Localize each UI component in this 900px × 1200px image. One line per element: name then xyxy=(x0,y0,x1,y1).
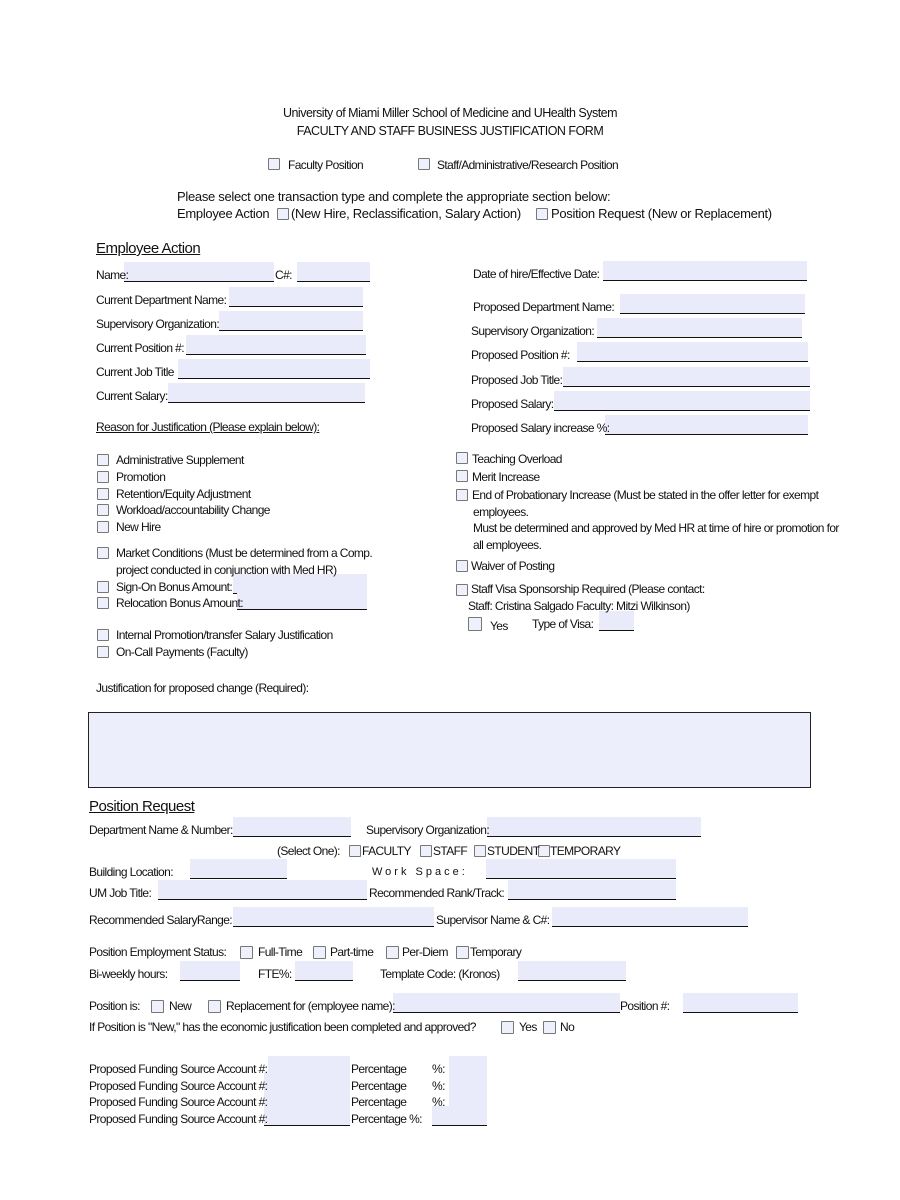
econ-no-label: No xyxy=(560,1020,575,1034)
biweekly-hours-label: Bi-weekly hours: xyxy=(89,967,168,981)
replacement-label: Replacement for (employee name): xyxy=(226,999,395,1013)
reason-label: End of Probationary Increase (Must be stated in the offer letter for exempt xyxy=(472,488,819,502)
staff-position-checkbox[interactable] xyxy=(418,158,430,170)
staff-type-checkbox[interactable] xyxy=(420,845,432,857)
rank-track-field[interactable] xyxy=(508,880,676,900)
supervisor-field[interactable] xyxy=(552,907,748,927)
instructions-text: Please select one transaction type and complete the appropriate section below: xyxy=(177,189,611,204)
salary-range-label: Recommended SalaryRange: xyxy=(89,913,233,927)
employee-action-option-label: Employee Action xyxy=(177,206,270,221)
position-number-field[interactable] xyxy=(683,993,798,1013)
proposed-sup-org-label: Supervisory Organization: xyxy=(471,324,595,338)
reason-heading: Reason for Justification (Please explain below): xyxy=(96,420,320,434)
salary-range-field[interactable] xyxy=(233,907,434,927)
reason-label: Sign-On Bonus Amount: xyxy=(116,580,233,594)
proposed-job-title-label: Proposed Job Title: xyxy=(471,373,563,387)
date-hire-label: Date of hire/Effective Date: xyxy=(473,267,600,281)
position-request-heading: Position Request xyxy=(89,798,195,815)
proposed-increase-label: Proposed Salary increase %: xyxy=(471,421,610,435)
proposed-salary-label: Proposed Salary: xyxy=(471,397,554,411)
reason-label: Staff Visa Sponsorship Required (Please contact: xyxy=(471,582,705,596)
form-title: FACULTY AND STAFF BUSINESS JUSTIFICATION FORM xyxy=(296,124,604,138)
percent-sign: %: xyxy=(432,1062,445,1076)
student-type-checkbox[interactable] xyxy=(474,845,486,857)
proposed-sup-org-field[interactable] xyxy=(597,318,802,338)
new-position-checkbox[interactable] xyxy=(151,1000,164,1013)
percent-sign: %: xyxy=(432,1079,445,1093)
full-time-label: Full-Time xyxy=(258,945,303,959)
reason-checkbox[interactable] xyxy=(97,629,109,641)
position-request-option-label: Position Request (New or Replacement) xyxy=(551,206,772,221)
percent-sign: %: xyxy=(432,1095,445,1109)
justification-textarea[interactable] xyxy=(88,712,811,788)
percentage-label: Percentage %: xyxy=(351,1112,422,1126)
current-job-title-field[interactable] xyxy=(178,359,370,379)
employment-status-label: Position Employment Status: xyxy=(89,945,227,959)
work-space-label: Work Space: xyxy=(372,866,468,878)
proposed-dept-field[interactable] xyxy=(620,294,805,314)
percentage-label: Percentage xyxy=(351,1079,407,1093)
reason-checkbox[interactable] xyxy=(456,452,468,464)
new-position-label: New xyxy=(169,999,192,1013)
rank-track-label: Recommended Rank/Track: xyxy=(369,886,505,900)
dept-number-label: Department Name & Number: xyxy=(89,823,233,837)
replacement-name-field[interactable] xyxy=(393,993,620,1013)
employee-action-desc: (New Hire, Reclassification, Salary Action) xyxy=(291,206,521,221)
reason-label: Waiver of Posting xyxy=(471,559,555,573)
reason-checkbox[interactable] xyxy=(97,521,109,533)
proposed-job-title-field[interactable] xyxy=(563,367,810,387)
funding-source-label: Proposed Funding Source Account #: xyxy=(89,1112,268,1126)
um-job-title-field[interactable] xyxy=(158,880,367,900)
name-label: Name: xyxy=(96,268,129,282)
current-job-title-label: Current Job Title xyxy=(96,365,174,379)
econ-justification-question: If Position is "New," has the economic justification been completed and approved? xyxy=(89,1020,476,1034)
proposed-dept-label: Proposed Department Name: xyxy=(473,300,615,314)
c-number-label: C#: xyxy=(275,268,292,282)
c-number-field[interactable] xyxy=(297,262,370,282)
select-one-label: (Select One): xyxy=(277,844,340,858)
reason-checkbox[interactable] xyxy=(456,470,468,482)
position-request-checkbox[interactable] xyxy=(536,208,548,220)
current-dept-label: Current Department Name: xyxy=(96,293,227,307)
reason-label: Teaching Overload xyxy=(472,452,562,466)
institution-title: University of Miami Miller School of Medicine and UHealth System xyxy=(282,106,618,120)
percentage-field[interactable] xyxy=(432,1106,487,1126)
fte-label: FTE%: xyxy=(258,967,292,981)
part-time-label: Part-time xyxy=(330,945,374,959)
per-diem-label: Per-Diem xyxy=(402,945,448,959)
visa-type-label: Type of Visa: xyxy=(532,617,594,631)
proposed-position-field[interactable] xyxy=(577,342,808,362)
reason-label: Promotion xyxy=(116,470,166,484)
part-time-checkbox[interactable] xyxy=(313,946,326,959)
temporary-type-label: TEMPORARY xyxy=(550,844,621,858)
work-space-field[interactable] xyxy=(486,859,676,879)
date-hire-field[interactable] xyxy=(603,261,807,281)
relocation-bonus-field[interactable] xyxy=(237,590,367,610)
econ-no-checkbox[interactable] xyxy=(543,1021,556,1034)
reason-checkbox[interactable] xyxy=(456,560,468,572)
funding-source-label: Proposed Funding Source Account #: xyxy=(89,1079,268,1093)
temporary-status-label: Temporary xyxy=(470,945,522,959)
reason-label: Relocation Bonus Amount: xyxy=(116,596,244,610)
visa-contacts: Staff: Cristina Salgado Faculty: Mitzi Wilkinson) xyxy=(468,599,690,613)
reason-checkbox[interactable] xyxy=(97,547,109,559)
dept-number-field[interactable] xyxy=(233,817,351,837)
reason-label: Merit Increase xyxy=(472,470,540,484)
reason-checkbox[interactable] xyxy=(97,597,109,609)
faculty-position-checkbox[interactable] xyxy=(268,158,280,170)
employee-action-checkbox[interactable] xyxy=(277,208,289,220)
percentage-label: Percentage xyxy=(351,1062,407,1076)
pr-sup-org-label: Supervisory Organization: xyxy=(366,823,490,837)
fte-field[interactable] xyxy=(295,961,353,981)
faculty-type-checkbox[interactable] xyxy=(349,845,361,857)
funding-source-field[interactable] xyxy=(264,1106,350,1126)
reason-label: Internal Promotion/transfer Salary Justification xyxy=(116,628,333,642)
reason-checkbox[interactable] xyxy=(456,584,468,596)
current-position-field[interactable] xyxy=(186,335,366,355)
reason-label: Workload/accountability Change xyxy=(116,503,270,517)
current-salary-label: Current Salary: xyxy=(96,389,168,403)
funding-source-label: Proposed Funding Source Account #: xyxy=(89,1062,268,1076)
reason-checkbox[interactable] xyxy=(97,471,109,483)
reason-checkbox[interactable] xyxy=(97,504,109,516)
current-sup-org-field[interactable] xyxy=(219,311,363,331)
funding-source-label: Proposed Funding Source Account #: xyxy=(89,1095,268,1109)
full-time-checkbox[interactable] xyxy=(240,946,253,959)
replacement-checkbox[interactable] xyxy=(208,1000,221,1013)
template-code-label: Template Code: (Kronos) xyxy=(380,967,500,981)
um-job-title-label: UM Job Title: xyxy=(89,886,152,900)
reason-label: Market Conditions (Must be determined from a Comp. xyxy=(116,546,373,560)
reason-label-cont: all employees. xyxy=(473,538,542,552)
proposed-salary-field[interactable] xyxy=(554,391,810,411)
pr-sup-org-field[interactable] xyxy=(487,817,701,837)
econ-yes-label: Yes xyxy=(519,1020,537,1034)
faculty-type-label: FACULTY xyxy=(362,844,411,858)
current-salary-field[interactable] xyxy=(168,383,365,403)
building-field[interactable] xyxy=(190,859,287,879)
visa-yes-label: Yes xyxy=(490,619,508,633)
current-dept-field[interactable] xyxy=(229,287,363,307)
reason-label: On-Call Payments (Faculty) xyxy=(116,645,248,659)
temporary-type-checkbox[interactable] xyxy=(538,845,550,857)
student-type-label: STUDENT xyxy=(487,844,540,858)
template-code-field[interactable] xyxy=(518,961,626,981)
econ-yes-checkbox[interactable] xyxy=(501,1021,514,1034)
per-diem-checkbox[interactable] xyxy=(386,946,399,959)
reason-checkbox[interactable] xyxy=(97,488,109,500)
visa-type-field[interactable] xyxy=(599,611,634,631)
current-sup-org-label: Supervisory Organization: xyxy=(96,317,220,331)
building-label: Building Location: xyxy=(89,865,173,879)
supervisor-label: Supervisor Name & C#: xyxy=(436,913,550,927)
reason-checkbox[interactable] xyxy=(456,489,468,501)
reason-label-cont: Must be determined and approved by Med HR at time of hire or promotion for xyxy=(473,521,839,535)
percentage-label: Percentage xyxy=(351,1095,407,1109)
reason-label: New Hire xyxy=(116,520,161,534)
reason-checkbox[interactable] xyxy=(97,646,109,658)
staff-type-label: STAFF xyxy=(433,844,468,858)
visa-yes-checkbox[interactable] xyxy=(468,617,482,631)
reason-label-cont: project conducted in conjunction with Med HR) xyxy=(116,563,337,577)
proposed-increase-field[interactable] xyxy=(605,415,808,435)
staff-position-label: Staff/Administrative/Research Position xyxy=(437,158,619,172)
temporary-status-checkbox[interactable] xyxy=(456,946,469,959)
faculty-position-label: Faculty Position xyxy=(288,158,364,172)
reason-checkbox[interactable] xyxy=(97,454,109,466)
reason-checkbox[interactable] xyxy=(97,581,109,593)
position-is-label: Position is: xyxy=(89,999,140,1013)
justification-label: Justification for proposed change (Required): xyxy=(96,681,309,695)
proposed-position-label: Proposed Position #: xyxy=(471,348,570,362)
name-field[interactable] xyxy=(124,262,274,282)
current-position-label: Current Position #: xyxy=(96,341,184,355)
biweekly-hours-field[interactable] xyxy=(180,961,240,981)
reason-label-cont: employees. xyxy=(473,505,529,519)
reason-label: Retention/Equity Adjustment xyxy=(116,487,251,501)
position-number-label: Position #: xyxy=(620,999,670,1013)
employee-action-heading: Employee Action xyxy=(96,240,201,257)
reason-label: Administrative Supplement xyxy=(116,453,244,467)
